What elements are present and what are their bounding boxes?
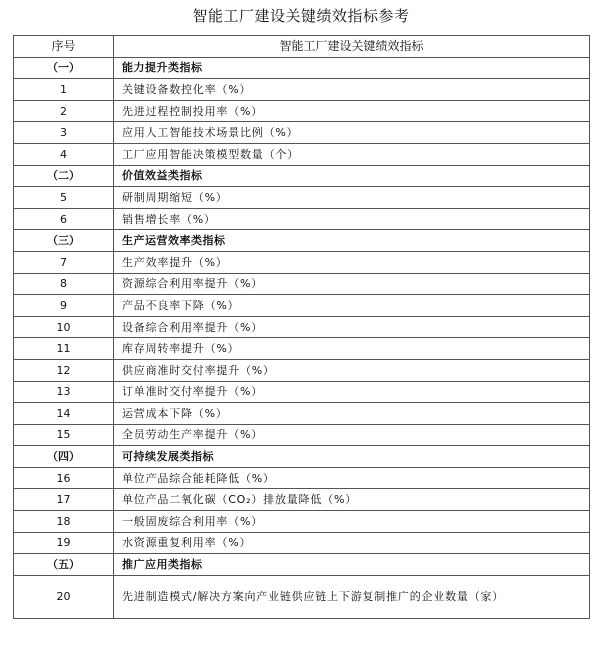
category-row (14, 446, 590, 468)
category-row (14, 230, 590, 252)
row-seq: 9 (14, 295, 114, 317)
row-seq: 7 (14, 251, 114, 273)
category-seq: （四） (14, 446, 114, 468)
row-seq: 19 (14, 532, 114, 554)
indicator-name: 先进制造模式/解决方案向产业链供应链上下游复制推广的企业数量（家） (114, 575, 590, 618)
category-seq: （三） (14, 230, 114, 252)
row-seq: 8 (14, 273, 114, 295)
category-seq: （二） (14, 165, 114, 187)
row-seq: 12 (14, 359, 114, 381)
table-row (14, 79, 590, 101)
category-name: 价值效益类指标 (114, 165, 590, 187)
table-row (14, 359, 590, 381)
header-indicator: 智能工厂建设关键绩效指标 (114, 36, 590, 58)
row-seq: 13 (14, 381, 114, 403)
table-row (14, 273, 590, 295)
category-row (14, 165, 590, 187)
table-row (14, 208, 590, 230)
row-seq: 20 (14, 575, 114, 618)
indicator-name: 水资源重复利用率（%） (114, 532, 590, 554)
table-row (14, 143, 590, 165)
kpi-table-body (14, 57, 590, 618)
header-seq: 序号 (14, 36, 114, 58)
table-row (14, 489, 590, 511)
row-seq: 5 (14, 187, 114, 209)
table-row (14, 316, 590, 338)
indicator-name: 关键设备数控化率（%） (114, 79, 590, 101)
table-row (14, 381, 590, 403)
indicator-name: 单位产品综合能耗降低（%） (114, 467, 590, 489)
row-seq: 16 (14, 467, 114, 489)
indicator-name: 先进过程控制投用率（%） (114, 100, 590, 122)
indicator-name: 工厂应用智能决策模型数量（个） (114, 143, 590, 165)
table-row (14, 575, 590, 618)
category-seq: （五） (14, 554, 114, 576)
indicator-name: 全员劳动生产率提升（%） (114, 424, 590, 446)
row-seq: 6 (14, 208, 114, 230)
indicator-name: 应用人工智能技术场景比例（%） (114, 122, 590, 144)
row-seq: 14 (14, 403, 114, 425)
table-row (14, 338, 590, 360)
category-row (14, 554, 590, 576)
table-header-row (14, 36, 590, 58)
indicator-name: 一般固废综合利用率（%） (114, 511, 590, 533)
category-name: 可持续发展类指标 (114, 446, 590, 468)
table-row (14, 403, 590, 425)
indicator-name: 运营成本下降（%） (114, 403, 590, 425)
table-row (14, 100, 590, 122)
table-row (14, 511, 590, 533)
category-row (14, 57, 590, 79)
row-seq: 11 (14, 338, 114, 360)
row-seq: 10 (14, 316, 114, 338)
row-seq: 4 (14, 143, 114, 165)
table-row (14, 424, 590, 446)
row-seq: 1 (14, 79, 114, 101)
indicator-name: 供应商准时交付率提升（%） (114, 359, 590, 381)
indicator-name: 订单准时交付率提升（%） (114, 381, 590, 403)
category-seq: （一） (14, 57, 114, 79)
indicator-name: 销售增长率（%） (114, 208, 590, 230)
row-seq: 18 (14, 511, 114, 533)
indicator-name: 生产效率提升（%） (114, 251, 590, 273)
row-seq: 3 (14, 122, 114, 144)
table-row (14, 467, 590, 489)
category-name: 能力提升类指标 (114, 57, 590, 79)
row-seq: 17 (14, 489, 114, 511)
table-row (14, 251, 590, 273)
row-seq: 15 (14, 424, 114, 446)
kpi-table (13, 35, 590, 619)
table-row (14, 532, 590, 554)
category-name: 推广应用类指标 (114, 554, 590, 576)
table-row (14, 295, 590, 317)
row-seq: 2 (14, 100, 114, 122)
indicator-name: 研制周期缩短（%） (114, 187, 590, 209)
indicator-name: 产品不良率下降（%） (114, 295, 590, 317)
table-row (14, 187, 590, 209)
indicator-name: 库存周转率提升（%） (114, 338, 590, 360)
indicator-name: 单位产品二氧化碳（CO₂）排放量降低（%） (114, 489, 590, 511)
indicator-name: 设备综合利用率提升（%） (114, 316, 590, 338)
indicator-name: 资源综合利用率提升（%） (114, 273, 590, 295)
category-name: 生产运营效率类指标 (114, 230, 590, 252)
document-title: 智能工厂建设关键绩效指标参考 (192, 7, 410, 25)
table-row (14, 122, 590, 144)
